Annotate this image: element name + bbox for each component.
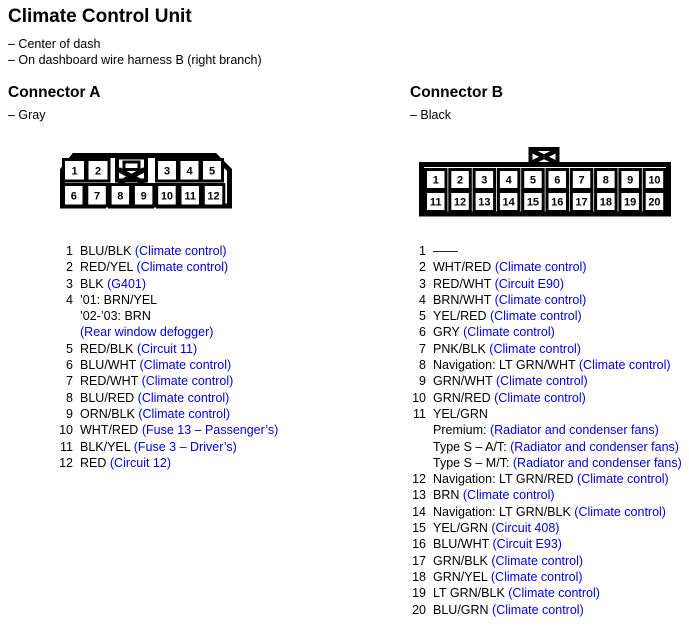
connector-b-color: – Black xyxy=(410,108,451,122)
wire-color-label: YEL/GRN xyxy=(433,406,488,421)
wire-color-label: YEL/RED xyxy=(433,309,490,324)
circuit-reference-link[interactable]: (Climate control) xyxy=(508,586,600,601)
pin-row xyxy=(8,455,278,471)
pin-row xyxy=(410,243,682,259)
wire-color-label: RED/WHT xyxy=(80,374,142,389)
circuit-reference-link[interactable]: (Climate control) xyxy=(494,390,586,405)
pin-number: 20 xyxy=(412,602,426,617)
wire-color-label: GRY xyxy=(433,325,464,340)
circuit-reference-link[interactable]: (Fuse 13 – Passenger’s) xyxy=(141,423,279,438)
pin-number: 13 xyxy=(412,488,426,503)
wire-color-label: ’02-’03: BRN xyxy=(80,309,151,324)
pin-cavity-number: 8 xyxy=(602,174,609,187)
pin-cavity-number: 7 xyxy=(578,174,585,187)
circuit-reference-link[interactable]: (Radiator and condenser fans) xyxy=(489,423,659,438)
pin-cavity-number: 5 xyxy=(208,165,216,178)
pin-cavity-number: 5 xyxy=(529,174,537,187)
circuit-reference-link[interactable]: (Climate control) xyxy=(495,374,588,389)
pin-number: 11 xyxy=(60,439,73,454)
pin-description xyxy=(433,243,458,259)
pin-number: 12 xyxy=(59,455,73,470)
pin-cavity-number: 17 xyxy=(575,196,588,209)
pin-description xyxy=(433,324,555,340)
pin-description xyxy=(433,569,583,585)
pin-cavity-number: 12 xyxy=(453,196,467,209)
pin-cavity-number: 16 xyxy=(551,196,564,209)
pin-cavity-number: 10 xyxy=(160,190,174,203)
pin-description xyxy=(433,585,600,601)
pin-row xyxy=(410,553,682,569)
wire-color-label: WHT/RED xyxy=(80,423,142,438)
circuit-reference-link[interactable]: (Climate control) xyxy=(462,488,555,503)
wire-color-label: BLK xyxy=(80,276,108,291)
pin-number: 14 xyxy=(412,504,426,519)
pin-number xyxy=(410,455,426,471)
pin-description xyxy=(433,292,586,308)
wire-color-label: Premium: xyxy=(433,423,490,438)
circuit-reference-link[interactable]: (Radiator and condenser fans) xyxy=(510,439,679,454)
circuit-reference-link[interactable]: (Climate control) xyxy=(138,406,231,421)
pin-description xyxy=(433,357,671,373)
pin-row xyxy=(410,324,682,340)
wire-color-label: PNK/BLK xyxy=(433,341,490,356)
pin-number: 4 xyxy=(419,292,426,307)
pin-description xyxy=(80,243,227,259)
pin-row xyxy=(8,373,278,389)
pin-description xyxy=(433,553,583,569)
pin-number: 18 xyxy=(412,569,426,584)
pin-row xyxy=(410,520,682,536)
wire-color-label: Navigation: LT GRN/WHT xyxy=(433,358,579,373)
pin-cavity-number: 20 xyxy=(648,196,661,209)
pin-row xyxy=(8,243,278,259)
pin-description xyxy=(80,292,157,308)
connector-a-svg xyxy=(58,153,234,211)
pin-row xyxy=(8,422,278,438)
pin-description xyxy=(80,341,197,357)
pin-row xyxy=(410,504,682,520)
pin-cavity-number: 3 xyxy=(481,174,488,187)
pin-number: 8 xyxy=(66,390,73,405)
pin-description xyxy=(433,455,682,471)
connector-a-diagram xyxy=(58,153,234,216)
circuit-reference-link[interactable]: (Climate control) xyxy=(141,374,234,389)
pin-number: 4 xyxy=(66,292,73,307)
pin-cavity-number: 13 xyxy=(478,196,491,209)
wire-color-label: BLK/YEL xyxy=(80,439,134,454)
pin-description xyxy=(80,455,171,471)
wire-color-label: ORN/BLK xyxy=(80,406,139,421)
wire-color-label: BLU/BLK xyxy=(80,244,135,258)
pin-number: 2 xyxy=(66,260,73,275)
pin-row xyxy=(8,341,278,357)
pin-number: 6 xyxy=(66,358,73,373)
circuit-reference-link[interactable]: (Radiator and condenser fans) xyxy=(512,455,682,470)
pin-row-continuation xyxy=(410,455,682,471)
pin-row xyxy=(410,308,682,324)
pin-cavity-number: 2 xyxy=(94,165,102,178)
pin-description xyxy=(80,439,237,455)
wire-color-label: BRN/WHT xyxy=(433,292,495,307)
pin-number: 5 xyxy=(419,309,426,324)
pin-row xyxy=(8,439,278,455)
pin-row xyxy=(8,357,278,373)
wire-color-label: BLU/WHT xyxy=(80,358,140,373)
circuit-reference-link[interactable]: (Climate control) xyxy=(489,309,582,324)
pin-cavity-number: 9 xyxy=(627,174,634,187)
pin-number xyxy=(8,308,73,324)
pin-description xyxy=(433,259,587,275)
circuit-reference-link[interactable]: (Rear window defogger) xyxy=(80,325,214,340)
pin-number: 6 xyxy=(419,325,426,340)
circuit-reference-link[interactable]: (Climate control) xyxy=(494,260,587,275)
pin-row xyxy=(410,259,682,275)
harness-note: – On dashboard wire harness B (right branch) xyxy=(8,53,262,67)
pin-cavity-number: 6 xyxy=(554,174,561,187)
pin-description xyxy=(80,373,233,389)
pin-row xyxy=(410,373,682,389)
pin-number: 3 xyxy=(66,276,73,291)
circuit-reference-link[interactable]: (Circuit 11) xyxy=(136,341,198,356)
wire-color-label: GRN/BLK xyxy=(433,553,492,568)
pin-description xyxy=(80,324,213,340)
pin-number: 7 xyxy=(66,374,73,389)
circuit-reference-link[interactable]: (G401) xyxy=(107,276,147,291)
pin-row-continuation xyxy=(8,324,278,340)
pin-number xyxy=(410,422,426,438)
pin-description xyxy=(433,373,588,389)
pin-cavity-number: 8 xyxy=(117,190,124,203)
wire-color-label: RED/BLK xyxy=(80,341,137,356)
pin-description xyxy=(80,259,228,275)
pin-description xyxy=(80,422,278,438)
pin-number: 7 xyxy=(419,341,426,356)
pin-row-continuation xyxy=(410,422,682,438)
pin-row xyxy=(410,292,682,308)
pin-number: 17 xyxy=(412,553,426,568)
pin-number: 2 xyxy=(419,260,426,275)
circuit-reference-link[interactable]: (Climate control) xyxy=(489,341,581,356)
pin-description xyxy=(433,390,586,406)
page-title: Climate Control Unit xyxy=(8,6,192,27)
pin-description xyxy=(433,602,584,618)
wire-color-label: RED xyxy=(80,455,110,470)
pin-description xyxy=(80,276,146,292)
pin-number: 10 xyxy=(412,390,426,405)
wire-color-label: —— xyxy=(433,244,458,258)
pin-description xyxy=(80,308,151,324)
latch-icon xyxy=(117,158,146,184)
pin-row xyxy=(8,259,278,275)
circuit-reference-link[interactable]: (Climate control) xyxy=(492,602,584,617)
pin-row-continuation xyxy=(8,308,278,324)
pin-cavity-number: 1 xyxy=(432,174,439,187)
circuit-reference-link[interactable]: (Climate control) xyxy=(137,390,230,405)
pin-row xyxy=(410,602,682,618)
pin-description xyxy=(433,422,659,438)
wire-color-label: GRN/RED xyxy=(433,390,495,405)
circuit-reference-link[interactable]: (Climate control) xyxy=(491,553,584,568)
pin-cavity-number: 4 xyxy=(186,165,193,178)
pin-row xyxy=(410,585,682,601)
connector-b-svg xyxy=(419,145,671,217)
pin-row xyxy=(8,406,278,422)
pin-number: 5 xyxy=(66,341,73,356)
pin-row xyxy=(410,406,682,422)
pin-row xyxy=(410,536,682,552)
pin-cavity-number: 11 xyxy=(429,196,442,209)
pin-cavity-number: 2 xyxy=(456,174,464,187)
pin-description xyxy=(433,341,581,357)
wire-color-label: BLU/WHT xyxy=(433,537,493,552)
pin-cavity-number: 10 xyxy=(648,174,661,187)
connector-b-section xyxy=(410,84,689,617)
pin-number: 10 xyxy=(59,423,73,438)
pin-number: 9 xyxy=(66,406,73,421)
pin-cavity-number: 15 xyxy=(526,196,540,209)
connector-b-pin-list xyxy=(410,243,682,618)
pin-description xyxy=(433,520,559,536)
circuit-reference-link[interactable]: (Climate control) xyxy=(577,472,669,487)
pin-cavity-number: 18 xyxy=(599,196,612,209)
wire-color-label: Type S – M/T: xyxy=(433,455,513,470)
circuit-reference-link[interactable]: (Climate control) xyxy=(578,358,671,373)
pin-cavity-number: 14 xyxy=(502,196,515,209)
pin-description xyxy=(80,390,229,406)
pin-number: 1 xyxy=(66,244,73,258)
pin-number xyxy=(8,324,73,340)
pin-row xyxy=(410,471,682,487)
pin-number: 8 xyxy=(419,358,426,373)
pin-description xyxy=(433,276,564,292)
wire-color-label: GRN/WHT xyxy=(433,374,496,389)
connector-b-diagram xyxy=(419,145,671,222)
pin-cavity-number: 6 xyxy=(70,190,77,203)
connector-a-section xyxy=(8,84,404,470)
wire-color-label: GRN/YEL xyxy=(433,569,491,584)
pin-cavity-number: 4 xyxy=(505,174,512,187)
connector-a-pin-list xyxy=(8,243,278,471)
pin-number: 9 xyxy=(419,374,426,389)
wire-color-label: BLU/GRN xyxy=(433,602,493,617)
pin-row xyxy=(410,390,682,406)
pin-description xyxy=(80,357,231,373)
wire-color-label: Type S – A/T: xyxy=(433,439,511,454)
pin-number: 3 xyxy=(419,276,426,291)
pin-cavity-number: 3 xyxy=(163,165,171,178)
pin-number: 16 xyxy=(412,537,426,552)
wire-color-label: RED/YEL xyxy=(80,260,137,275)
pin-number: 19 xyxy=(412,586,426,601)
connector-a-title: Connector A xyxy=(8,84,101,101)
pin-cavity-number: 12 xyxy=(207,190,220,203)
pin-description xyxy=(433,471,669,487)
pin-row xyxy=(410,487,682,503)
pin-cavity-number: 9 xyxy=(140,190,147,203)
pin-number: 11 xyxy=(413,406,426,421)
connector-b-title: Connector B xyxy=(410,84,503,101)
pin-row xyxy=(410,569,682,585)
circuit-reference-link[interactable]: (Climate control) xyxy=(574,504,666,519)
circuit-reference-link[interactable]: (Circuit 12) xyxy=(109,455,171,470)
pin-description xyxy=(80,406,230,422)
pin-number: 12 xyxy=(412,472,426,487)
circuit-reference-link[interactable]: (Circuit E90) xyxy=(494,276,565,291)
pin-row xyxy=(8,390,278,406)
circuit-reference-link[interactable]: (Circuit 408) xyxy=(491,521,560,536)
wire-color-label: Navigation: LT GRN/RED xyxy=(433,472,578,487)
circuit-reference-link[interactable]: (Climate control) xyxy=(139,358,232,373)
wire-color-label: LT GRN/BLK xyxy=(433,586,509,601)
location-note: – Center of dash xyxy=(8,37,101,51)
pin-description xyxy=(433,439,679,455)
pin-number: 1 xyxy=(419,244,426,258)
pin-description xyxy=(433,308,582,324)
pin-number: 15 xyxy=(412,521,426,536)
circuit-reference-link[interactable]: (Climate control) xyxy=(463,325,555,340)
wire-color-label: YEL/GRN xyxy=(433,521,492,536)
pin-description xyxy=(433,406,488,422)
pin-row xyxy=(410,357,682,373)
pin-row-continuation xyxy=(410,439,682,455)
circuit-reference-link[interactable]: (Climate control) xyxy=(134,244,227,258)
wire-color-label: ’01: BRN/YEL xyxy=(80,292,158,307)
pin-number xyxy=(410,439,426,455)
wire-color-label: BRN xyxy=(433,488,463,503)
pin-description xyxy=(433,504,666,520)
wire-color-label: BLU/RED xyxy=(80,390,138,405)
pin-row xyxy=(8,292,278,308)
pin-row xyxy=(410,341,682,357)
connector-a-color: – Gray xyxy=(8,108,46,122)
pin-cavity-number: 1 xyxy=(71,165,78,178)
circuit-reference-link[interactable]: (Climate control) xyxy=(490,569,583,584)
wire-color-label: Navigation: LT GRN/BLK xyxy=(433,504,575,519)
pin-cavity-number: 11 xyxy=(184,190,197,203)
circuit-reference-link[interactable]: (Fuse 3 – Driver’s) xyxy=(133,439,237,454)
circuit-reference-link[interactable]: (Circuit E93) xyxy=(492,537,562,552)
pin-cavity-number: 19 xyxy=(624,196,637,209)
pin-cavity-number: 7 xyxy=(93,190,101,203)
pin-description xyxy=(433,536,562,552)
circuit-reference-link[interactable]: (Climate control) xyxy=(494,292,587,307)
circuit-reference-link[interactable]: (Climate control) xyxy=(136,260,229,275)
pin-description xyxy=(433,487,555,503)
pin-row xyxy=(8,276,278,292)
wire-color-label: WHT/RED xyxy=(433,260,495,275)
wire-color-label: RED/WHT xyxy=(433,276,495,291)
pin-row xyxy=(410,276,682,292)
